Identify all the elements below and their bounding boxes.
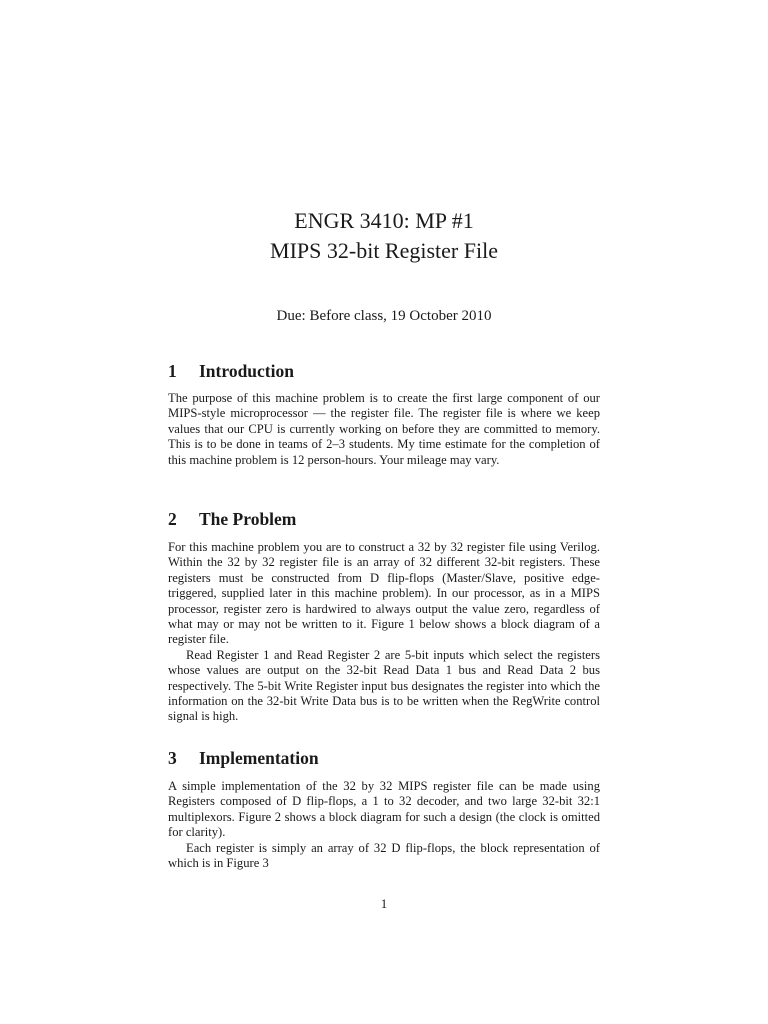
- section-introduction: [168, 359, 600, 468]
- section-heading: [168, 359, 600, 383]
- section-title: The Problem: [199, 509, 297, 529]
- section-title: Introduction: [199, 361, 294, 381]
- section-the-problem: [168, 507, 600, 725]
- section-heading: [168, 507, 600, 531]
- paragraph: Each register is simply an array of 32 D flip-flops, the block representation of which is in Figure 3: [168, 840, 600, 871]
- paragraph: Read Register 1 and Read Register 2 are 5-bit inputs which select the registers whose values are output on the 32-bit Read Data 1 bus and Read Data 2 bus respectively. The 5-bit Write Register input bus designates the register into which the information on the 32-bit Write Data bus is to be written when the RegWrite control signal is high.: [168, 647, 600, 724]
- paragraph: The purpose of this machine problem is to create the first large component of our MIPS-style microprocessor — the register file. The register file is where we keep values that our CPU is currently working on before they are committed to memory. This is to be done in teams of 2–3 students. My time estimate for the completion of this machine problem is 12 person-hours. Your mileage may vary.: [168, 391, 600, 467]
- page-number: 1: [380, 896, 388, 911]
- section-title: Implementation: [199, 748, 319, 768]
- section-number: 3: [168, 748, 177, 768]
- section-number: 1: [168, 361, 177, 381]
- paragraph: A simple implementation of the 32 by 32 MIPS register file can be made using Registers composed of D flip-flops, a 1 to 32 decoder, and two large 32-bit 32:1 multiplexors. Figure 2 shows a block diagram for such a design (the clock is omitted for clarity).: [168, 779, 600, 840]
- due-date: Due: Before class, 19 October 2010: [276, 308, 492, 324]
- section-number: 2: [168, 509, 177, 529]
- document-title-line2: MIPS 32-bit Register File: [270, 238, 498, 263]
- section-implementation: [168, 746, 600, 871]
- document-title-line1: ENGR 3410: MP #1: [294, 208, 474, 233]
- section-heading: [168, 746, 600, 770]
- paragraph: For this machine problem you are to construct a 32 by 32 register file using Verilog. Within the 32 by 32 register file is an array of 32 different 32-bit registers. These registers must be constructed from D flip-flops (Master/Slave, positive edge-triggered, supplied later in this machine problem). In our processor, as in a MIPS processor, register zero is hardwired to always output the value zero, regardless of what may or may not be written to it. Figure 1 below shows a block diagram of a register file.: [168, 540, 600, 647]
